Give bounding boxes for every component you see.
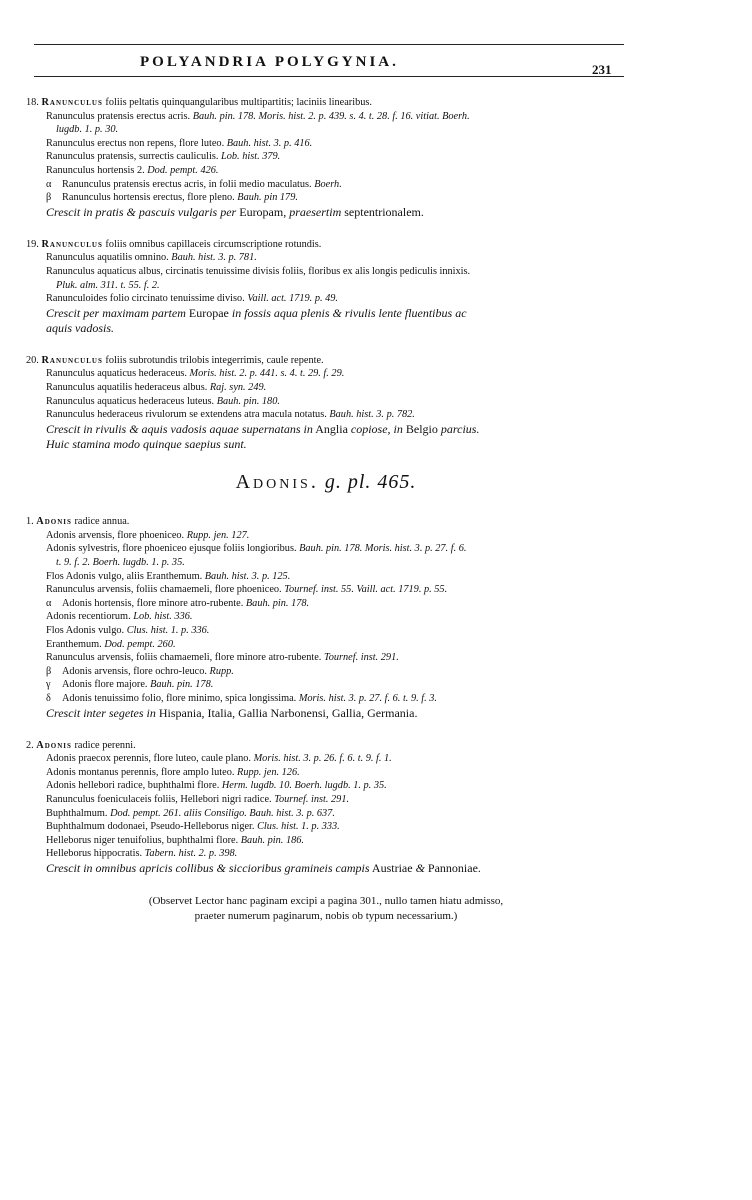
synonym-line (26, 610, 626, 624)
variety-symbol: δ (46, 693, 51, 704)
synonym-line (26, 766, 626, 780)
species-number: 19. (26, 238, 42, 250)
synonym-line (26, 665, 626, 679)
synonym-line (26, 793, 626, 807)
synonym-reference: Lob. hist. 379. (221, 151, 281, 163)
habitat-line (26, 306, 626, 321)
synonym-line (26, 150, 626, 164)
variety-symbol: β (46, 192, 52, 204)
synonym-reference: Bauh. hist. 3. p. 782. (329, 409, 415, 421)
synonym-name: Buphthalmum. (46, 807, 111, 819)
synonym-name: Helleborus hippocratis. (46, 848, 145, 860)
ranunculus-section (26, 96, 626, 452)
synonym-reference: Herm. lugdb. 10. Boerh. lugdb. 1. p. 35. (221, 780, 387, 792)
header-rule (34, 44, 624, 45)
species-diagnosis: radice perenni. (71, 739, 136, 751)
synonym-reference: Bauh. hist. 3. p. 781. (171, 252, 257, 264)
footnote-line-1: (Observet Lector hanc paginam excipi a pagina 301., nullo tamen hiatu admisso, (148, 894, 504, 907)
synonym-line (26, 847, 626, 861)
synonym-line (26, 292, 626, 306)
synonym-name: Adonis praecox perennis, flore luteo, caule plano. (46, 753, 254, 765)
synonym-reference: Bauh. pin. 178. (245, 597, 310, 609)
habitat-text: parcius. (440, 421, 480, 436)
synonym-line (26, 752, 626, 766)
genus-heading (26, 470, 626, 493)
habitat-text: Austriae (369, 860, 416, 875)
species-genus: Adonis (36, 739, 72, 751)
synonym-name: Adonis flore majore. (62, 679, 151, 691)
habitat-text: Crescit per maximam partem (46, 305, 186, 320)
page-content (26, 96, 626, 924)
synonym-name: Ranunculus hortensis erectus, flore pleno. (62, 192, 238, 204)
running-header (34, 44, 624, 84)
habitat-line (26, 205, 626, 220)
synonym-line (26, 807, 626, 821)
page-number: 231 (592, 62, 612, 77)
synonym-reference: Dod. pempt. 261. aliis Consiligo. Bauh. hist. 3. p. 637. (110, 807, 335, 819)
species-header (26, 96, 626, 110)
habitat-text: in fossis aqua plenis & rivulis lente fluentibus ac (231, 305, 467, 320)
habitat-line (26, 861, 626, 876)
synonym-line (26, 367, 626, 381)
synonym-line (26, 123, 626, 137)
synonym-name: Ranunculus aquaticus hederaceus luteus. (46, 395, 217, 407)
synonym-reference: Bauh. hist. 3. p. 416. (226, 137, 313, 149)
synonym-reference: Tournef. inst. 55. Vaill. act. 1719. p. 55. (284, 584, 448, 596)
synonym-reference: Moris. hist. 3. p. 26. f. 6. t. 9. f. 1. (253, 753, 392, 765)
synonym-reference: Dod. pempt. 426. (147, 164, 219, 176)
variety-symbol: γ (46, 679, 51, 691)
species-number: 1. (26, 516, 37, 528)
synonym-reference: t. 9. f. 2. Boerh. lugdb. 1. p. 35. (56, 557, 185, 569)
synonym-line (26, 178, 626, 192)
habitat-text: Belgio (402, 421, 441, 436)
synonym-name: Adonis arvensis, flore ochro-leuco. (62, 665, 210, 677)
habitat-text: septentrionalem. (341, 204, 424, 219)
synonym-line (26, 779, 626, 793)
habitat-text: praesertim (289, 204, 342, 219)
species-header (26, 354, 626, 368)
species-number: 2. (26, 739, 37, 751)
synonym-name: Ranunculus foeniculaceis foliis, Hellebori nigri radice. (46, 793, 275, 805)
synonym-line (26, 529, 626, 543)
habitat-text: Crescit inter segetes in (46, 705, 156, 720)
synonym-reference: Moris. hist. 3. p. 27. f. 6. t. 9. f. 3. (298, 693, 437, 704)
habitat-text: Europam, (236, 204, 290, 219)
synonym-name: Adonis tenuissimo folio, flore minimo, spica longissima. (62, 693, 299, 704)
synonym-reference: Tournef. inst. 291. (323, 652, 399, 664)
synonym-line (26, 251, 626, 265)
synonym-line (26, 279, 626, 293)
synonym-name: Buphthalmum dodonaei, Pseudo-Helleborus niger. (46, 821, 258, 833)
species-header (26, 238, 626, 252)
synonym-name: Adonis arvensis, flore phoeniceo. (46, 529, 187, 541)
habitat-line (26, 706, 626, 721)
synonym-name: Adonis hortensis, flore minore atro-rubente. (62, 597, 246, 609)
synonym-reference: Lob. hist. 336. (133, 611, 193, 623)
habitat-text: Europae (185, 305, 232, 320)
species-entry (26, 354, 626, 452)
habitat-text: Crescit in rivulis & aquis vadosis aquae supernatans in (46, 421, 313, 436)
synonym-reference: Bauh. pin. 186. (240, 834, 304, 846)
species-genus: Ranunculus (41, 97, 103, 108)
synonym-name: Ranunculus aquaticus albus, circinatis tenuissime divisis foliis, floribus ex alis longis pediculis innixis. (46, 265, 471, 277)
species-header (26, 739, 626, 753)
synonym-reference: Bauh. pin. 178. Moris. hist. 3. p. 27. f. 6. (299, 543, 467, 555)
variety-symbol: α (46, 178, 52, 190)
synonym-line (26, 651, 626, 665)
synonym-line (26, 570, 626, 584)
synonym-reference: Bauh. pin 179. (237, 192, 298, 204)
synonym-name: Ranunculoides folio circinato tenuissime diviso. (46, 293, 248, 305)
synonym-reference: Clus. hist. 1. p. 333. (257, 821, 340, 833)
synonym-reference: Clus. hist. 1. p. 336. (126, 625, 210, 637)
species-genus: Ranunculus (41, 238, 103, 250)
synonym-line (26, 692, 626, 706)
synonym-name: Ranunculus aquaticus hederaceus. (46, 368, 190, 380)
synonym-reference: Dod. pempt. 260. (104, 638, 176, 650)
species-diagnosis: foliis subrotundis trilobis integerrimis, caule repente. (102, 354, 324, 366)
synonym-name: Ranunculus aquatilis omnino. (46, 252, 172, 264)
synonym-name: Ranunculus pratensis erectus acris, in folii medio maculatus. (62, 178, 315, 190)
synonym-reference: Vaill. act. 1719. p. 49. (247, 293, 338, 305)
synonym-reference: Bauh. pin. 178. Moris. hist. 2. p. 439. s. 4. t. 28. f. 16. vitiat. Boerh. (192, 110, 470, 122)
species-number: 18. (26, 97, 42, 108)
species-diagnosis: radice annua. (71, 516, 130, 528)
synonym-name: Flos Adonis vulgo. (46, 625, 127, 637)
habitat-text: Hispania, Italia, Gallia Narbonensi, Gallia, Germania. (155, 705, 418, 720)
synonym-line (26, 542, 626, 556)
synonym-line (26, 638, 626, 652)
species-entry (26, 238, 626, 336)
synonym-name: Flos Adonis vulgo, aliis Eranthemum. (46, 570, 205, 582)
species-genus: Ranunculus (41, 354, 103, 366)
synonym-name: Ranunculus pratensis erectus acris. (46, 110, 193, 122)
habitat-text: & (415, 860, 425, 875)
synonym-name: Eranthemum. (46, 638, 105, 650)
synonym-line (26, 624, 626, 638)
synonym-name: Ranunculus arvensis, foliis chamaemeli, flore minore atro-rubente. (46, 652, 324, 664)
synonym-reference: Rupp. (209, 665, 234, 677)
header-rule-lower (34, 76, 624, 77)
variety-symbol: α (46, 597, 52, 609)
species-entry (26, 96, 626, 220)
synonym-name: Ranunculus arvensis, foliis chamaemeli, flore phoeniceo. (46, 584, 285, 596)
synonym-line (26, 820, 626, 834)
synonym-line (26, 556, 626, 570)
variety-symbol: β (46, 665, 52, 677)
synonym-name: Ranunculus pratensis, surrectis cauliculis. (46, 151, 222, 163)
synonym-reference: Bauh. pin. 180. (216, 395, 280, 407)
synonym-line (26, 678, 626, 692)
synonym-reference: lugdb. 1. p. 30. (56, 124, 119, 136)
synonym-name: Adonis hellebori radice, buphthalmi flore. (46, 780, 222, 792)
synonym-name: Adonis montanus perennis, flore amplo luteo. (46, 766, 238, 778)
synonym-reference: Bauh. pin. 178. (150, 679, 214, 691)
species-number: 20. (26, 354, 42, 366)
synonym-reference: Rupp. jen. 127. (186, 529, 250, 541)
synonym-name: Ranunculus hederaceus rivulorum se extendens atra macula notatus. (46, 409, 330, 421)
synonym-line (26, 395, 626, 409)
habitat-text: Crescit in omnibus apricis collibus & siccioribus gramineis campis (46, 860, 370, 875)
synonym-line (26, 381, 626, 395)
habitat-text: Anglia (312, 421, 351, 436)
species-diagnosis: foliis peltatis quinquangularibus multipartitis; laciniis linearibus. (102, 97, 372, 108)
synonym-line (26, 191, 626, 205)
synonym-name: Ranunculus erectus non repens, flore luteo. (46, 137, 227, 149)
synonym-reference: Rupp. jen. 126. (237, 766, 300, 778)
habitat-text: Pannoniae. (424, 860, 481, 875)
synonym-name: Ranunculus hortensis 2. (46, 164, 148, 176)
species-entry (26, 515, 626, 720)
synonym-line (26, 834, 626, 848)
synonym-reference: Tabern. hist. 2. p. 398. (144, 848, 238, 860)
habitat-text: Crescit in pratis & pascuis vulgaris per (46, 204, 237, 219)
synonym-name: Helleborus niger tenuifolius, buphthalmi flore. (46, 834, 241, 846)
synonym-reference: Pluk. alm. 311. t. 55. f. 2. (56, 279, 160, 291)
habitat-line-2: Huic stamina modo quinque saepius sunt. (46, 436, 247, 451)
species-header (26, 515, 626, 529)
synonym-name: Ranunculus aquatilis hederaceus albus. (46, 381, 210, 393)
synonym-reference: Raj. syn. 249. (209, 381, 267, 393)
species-entry (26, 739, 626, 876)
synonym-line (26, 164, 626, 178)
running-title: POLYANDRIA POLYGYNIA. (140, 54, 399, 70)
synonym-line (26, 265, 626, 279)
adonis-section (26, 515, 626, 876)
synonym-line (26, 408, 626, 422)
synonym-reference: Bauh. hist. 3. p. 125. (204, 570, 291, 582)
synonym-name: Adonis recentiorum. (46, 611, 134, 623)
habitat-line (26, 422, 626, 437)
species-genus: Adonis (36, 516, 72, 528)
footnote-line-2: praeter numerum paginarum, nobis ob typum necessarium.) (194, 909, 458, 922)
synonym-name: Adonis sylvestris, flore phoeniceo ejusque foliis longioribus. (46, 543, 300, 555)
synonym-line (26, 597, 626, 611)
footnote (26, 894, 626, 924)
synonym-line (26, 137, 626, 151)
synonym-reference: Boerh. (314, 178, 342, 190)
synonym-reference: Moris. hist. 2. p. 441. s. 4. t. 29. f. 29. (189, 368, 345, 380)
genus-heading-ref: g. pl. 465. (324, 470, 417, 493)
synonym-line (26, 110, 626, 124)
synonym-line (26, 583, 626, 597)
habitat-text: copiose, in (350, 421, 403, 436)
genus-heading-name: Adonis. (235, 470, 319, 493)
species-diagnosis: foliis omnibus capillaceis circumscriptione rotundis. (102, 238, 322, 250)
synonym-reference: Tournef. inst. 291. (274, 793, 350, 805)
habitat-line-2: aquis vadosis. (46, 320, 115, 335)
